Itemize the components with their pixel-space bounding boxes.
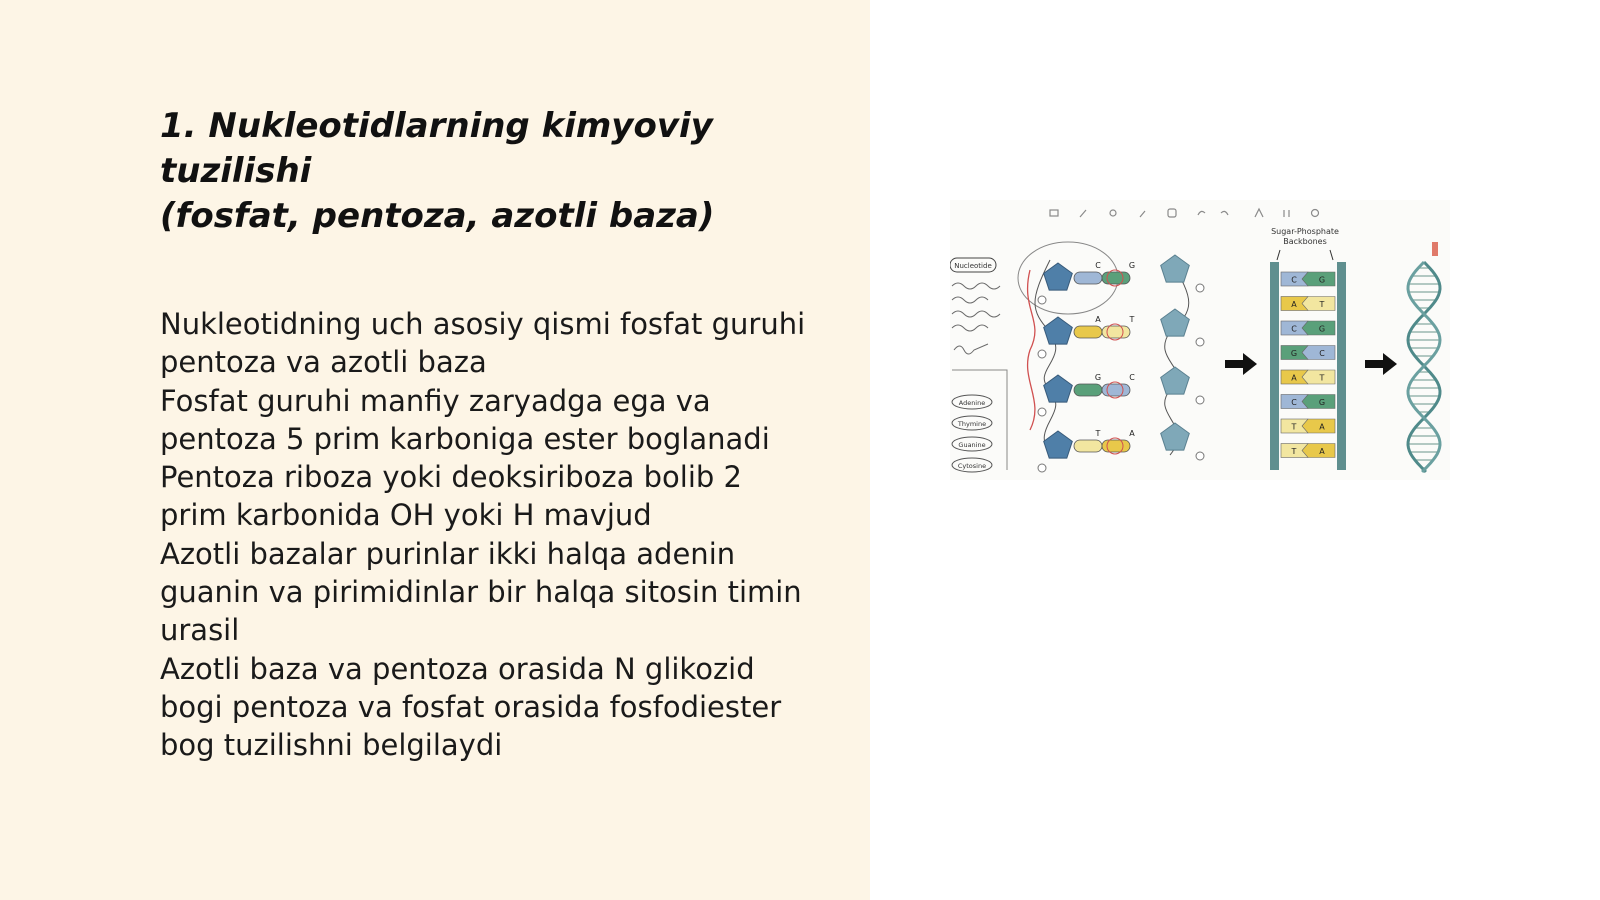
body-line: pentoza va azotli baza [160, 345, 487, 380]
base-block [1102, 440, 1130, 452]
body-line: Fosfat guruhi manfiy zaryadga ega va [160, 383, 711, 418]
body-line: pentoza 5 prim karboniga ester boglanadi [160, 421, 770, 456]
body-line: Azotli baza va pentoza orasida N glikozid [160, 651, 755, 686]
ladder-letter: G [1290, 349, 1298, 358]
ladder-letter: A [1291, 373, 1297, 383]
body-line: guanin va pirimidinlar bir halqa sitosin timin [160, 575, 802, 610]
ladder-letter: C [1291, 275, 1297, 285]
base-letter: G [1128, 261, 1136, 270]
slide-body [160, 305, 840, 765]
ladder-backbone-right [1337, 262, 1346, 470]
phosphate-circle [1196, 452, 1204, 460]
base-letter: T [1129, 315, 1135, 324]
nucleotide-label: Nucleotide [954, 262, 992, 270]
title-line: 1. Nukleotidlarning kimyoviy tuzilishi [160, 106, 713, 191]
ladder-backbone-left [1270, 262, 1279, 470]
body-line: prim karbonida OH yoki H mavjud [160, 498, 652, 533]
marker [1432, 242, 1438, 256]
base-block [1074, 272, 1102, 284]
body-line: urasil [160, 613, 240, 648]
phosphate-circle [1038, 408, 1046, 416]
ladder-letter: G [1318, 324, 1326, 334]
base-letter: T [1095, 429, 1101, 438]
body-line: Azotli bazalar purinlar ikki halqa adenin [160, 536, 736, 571]
ladder-base [1302, 370, 1335, 384]
ladder-letter: A [1319, 422, 1325, 432]
base-letter: G [1094, 373, 1102, 382]
base-letter: A [1095, 315, 1101, 324]
ladder-letter: C [1291, 398, 1297, 407]
base-letter: C [1095, 261, 1101, 270]
ladder-letter: G [1318, 398, 1326, 407]
base-block [1102, 384, 1130, 396]
ladder-letter: A [1291, 300, 1297, 309]
phosphate-circle [1038, 350, 1046, 358]
key-label: Adenine [958, 399, 986, 407]
ladder-letter: T [1291, 447, 1297, 456]
title-line: (fosfat, pentoza, azotli baza) [160, 196, 715, 236]
ladder-letter: T [1319, 300, 1325, 309]
ladder-letter: C [1291, 324, 1297, 334]
ladder-letter: G [1318, 275, 1326, 285]
dna-diagram [950, 200, 1450, 480]
ladder-base [1302, 297, 1335, 311]
ladder-letter: T [1319, 373, 1325, 383]
phosphate-circle [1038, 464, 1046, 472]
ladder-letter: T [1291, 422, 1297, 432]
body-line: Nukleotidning uch asosiy qismi fosfat guruhi [160, 307, 806, 341]
phosphate-circle [1038, 296, 1046, 304]
backbone-label: Sugar-Phosphate [1271, 227, 1339, 236]
key-label: Cytosine [957, 462, 987, 470]
ladder-letter: A [1319, 447, 1325, 456]
base-block [1074, 326, 1102, 338]
slide-title [160, 104, 860, 239]
base-letter: C [1129, 373, 1135, 382]
key-label: Thymine [957, 420, 987, 428]
ladder-letter: C [1319, 349, 1325, 358]
base-block [1102, 326, 1130, 338]
base-block [1074, 384, 1102, 396]
phosphate-circle [1196, 284, 1204, 292]
body-line: bogi pentoza va fosfat orasida fosfodiester [160, 689, 782, 724]
backbone-label: Backbones [1283, 237, 1327, 246]
base-letter: A [1129, 429, 1135, 438]
base-block [1074, 440, 1102, 452]
phosphate-circle [1196, 396, 1204, 404]
body-line: bog tuzilishni belgilaydi [160, 728, 503, 763]
body-line: Pentoza riboza yoki deoksiriboza bolib 2 [160, 460, 742, 495]
dna-structure-figure [950, 200, 1450, 480]
phosphate-circle [1196, 338, 1204, 346]
base-block [1102, 272, 1130, 284]
key-label: Guanine [958, 441, 986, 449]
